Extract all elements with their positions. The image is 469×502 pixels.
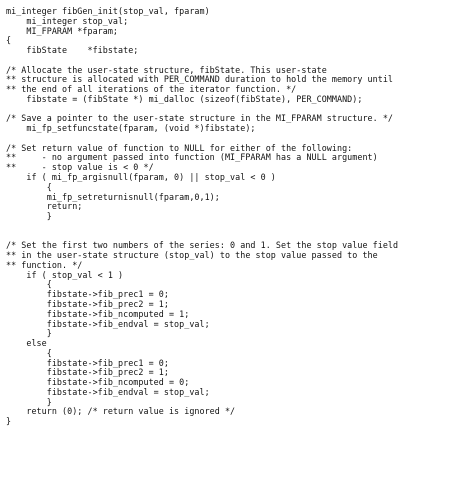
code-line: if ( stop_val < 1 ) — [6, 269, 124, 280]
code-line: fibstate->fib_ncomputed = 1; — [6, 308, 190, 319]
code-comment-line: ** the end of all iterations of the iterator function. */ — [6, 84, 297, 95]
code-line: { — [6, 35, 12, 46]
code-comment-line: /* Save a pointer to the user-state structure in the MI_FPARAM structure. */ — [6, 113, 394, 124]
code-line: fibstate->fib_endval = stop_val; — [6, 318, 210, 329]
code-line: fibstate->fib_prec1 = 0; — [6, 357, 169, 368]
code-line: } — [6, 211, 52, 222]
code-line: fibstate = (fibState *) mi_dalloc (sizeof(fibState), PER_COMMAND); — [6, 93, 363, 104]
code-line: mi_integer fibGen_init(stop_val, fparam) — [6, 6, 210, 16]
code-line: mi_fp_setfuncstate(fparam, (void *)fibstate); — [6, 123, 256, 134]
code-line: } — [6, 328, 52, 339]
code-line: fibstate->fib_endval = stop_val; — [6, 386, 210, 397]
code-comment-line: /* Allocate the user-state structure, fibState. This user-state — [6, 64, 327, 75]
code-line: return (0); /* return value is ignored */ — [6, 406, 236, 417]
code-line: fibstate->fib_prec1 = 0; — [6, 289, 169, 300]
code-line — [6, 222, 398, 232]
code-comment-line: ** structure is allocated with PER_COMMAND duration to hold the memory until — [6, 74, 394, 85]
code-listing — [6, 7, 398, 427]
code-comment-line: ** in the user-state structure (stop_val) to the stop value passed to the — [6, 250, 378, 261]
code-line: return; — [6, 201, 83, 212]
code-line: mi_fp_setreturnisnull(fparam,0,1); — [6, 191, 220, 202]
code-line: if ( mi_fp_argisnull(fparam, 0) || stop_val < 0 ) — [6, 172, 276, 183]
code-comment-line: ** - no argument passed into function (MI_FPARAM has a NULL argument) — [6, 152, 378, 163]
code-line: MI_FPARAM *fparam; — [6, 25, 119, 36]
code-comment-line: /* Set return value of function to NULL for either of the following: — [6, 142, 353, 153]
code-comment-line: /* Set the first two numbers of the series: 0 and 1. Set the stop value field — [6, 240, 399, 251]
code-comment-line: ** - stop value is < 0 */ — [6, 162, 154, 173]
code-line: { — [6, 347, 52, 358]
code-line: fibstate->fib_prec2 = 1; — [6, 298, 169, 309]
code-line: { — [6, 181, 52, 192]
code-comment-line: ** function. */ — [6, 259, 83, 270]
code-line: { — [6, 279, 52, 290]
code-line: fibstate->fib_ncomputed = 0; — [6, 377, 190, 388]
code-line: mi_integer stop_val; — [6, 15, 129, 26]
code-line: fibstate->fib_prec2 = 1; — [6, 367, 169, 378]
code-line: } — [6, 416, 12, 427]
code-line: } — [6, 396, 52, 407]
code-line: fibState *fibstate; — [6, 45, 139, 56]
code-line: else — [6, 338, 47, 349]
